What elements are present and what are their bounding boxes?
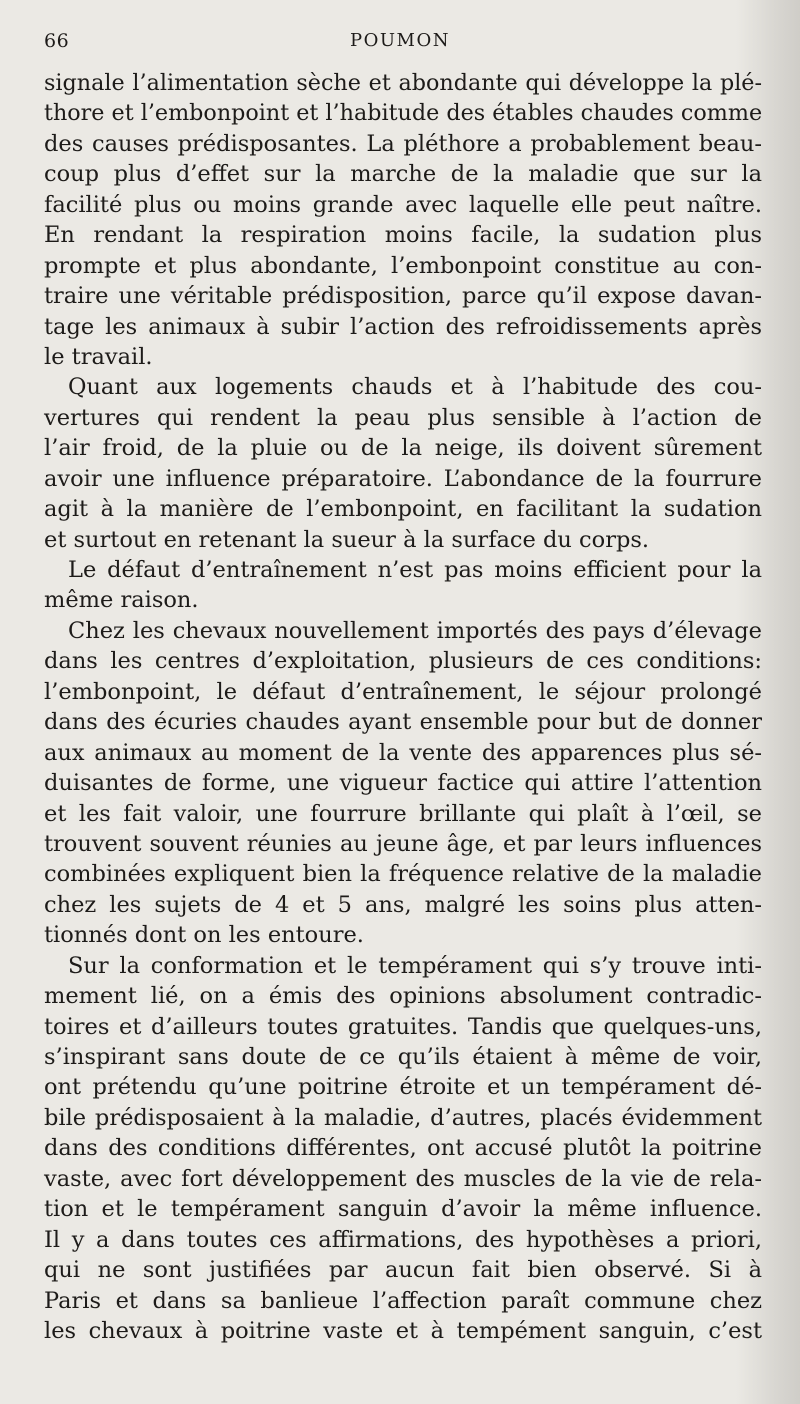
text-line: l’air froid, de la pluie ou de la neige, ils doivent sûrement (44, 435, 762, 462)
text-line: le travail. (44, 343, 153, 370)
text-line: l’embonpoint, le défaut d’entraînement, le séjour prolongé (44, 678, 762, 705)
text-line: ont prétendu qu’une poitrine étroite et un tempérament dé- (44, 1074, 762, 1101)
running-head (44, 30, 764, 60)
text-line: bile prédisposaient à la maladie, d’autres, placés évidemment (44, 1104, 762, 1131)
text-line: dans les centres d’exploitation, plusieurs de ces conditions: (44, 648, 762, 675)
text-line: signale l’alimentation sèche et abondante qui développe la plé- (44, 70, 762, 96)
text-line: les chevaux à poitrine vaste et à tempément sanguin, c’est (44, 1317, 762, 1344)
text-line: mement lié, on a émis des opinions absolument contradic- (44, 983, 762, 1010)
text-line: qui ne sont justifiées par aucun fait bien observé. Si à (44, 1257, 762, 1284)
text-line: En rendant la respiration moins facile, la sudation plus (44, 222, 762, 249)
text-line: coup plus d’effet sur la marche de la maladie que sur la (44, 161, 762, 188)
text-line: même raison. (44, 587, 199, 614)
paragraph (44, 68, 762, 372)
text-line: toires et d’ailleurs toutes gratuites. Tandis que quelques-uns, (44, 1013, 762, 1040)
text-line: prompte et plus abondante, l’embonpoint constitue au con- (44, 252, 762, 279)
text-line: thore et l’embonpoint et l’habitude des étables chaudes comme (44, 100, 763, 127)
text-line: facilité plus ou moins grande avec laquelle elle peut naître. (44, 191, 762, 218)
paragraph (44, 616, 762, 951)
text-line: traire une véritable prédisposition, parce qu’il expose davan- (44, 283, 762, 310)
page-number: 66 (44, 30, 70, 52)
text-line: des causes prédisposantes. La pléthore a probablement beau- (44, 130, 762, 157)
text-line: chez les sujets de 4 et 5 ans, malgré les soins plus atten- (44, 891, 762, 918)
text-line: s’inspirant sans doute de ce qu’ils étaient à même de voir, (44, 1044, 762, 1070)
text-line: aux animaux au moment de la vente des apparences plus sé- (44, 739, 762, 766)
text-line: tage les animaux à subir l’action des refroidissements après (44, 313, 762, 340)
text-line: trouvent souvent réunies au jeune âge, et par leurs influences (44, 830, 762, 857)
paragraph (44, 372, 762, 555)
text-line: tion et le tempérament sanguin d’avoir la même influence. (44, 1196, 762, 1223)
running-title: POUMON (350, 30, 450, 51)
text-line: combinées expliquent bien la fréquence relative de la maladie (44, 861, 762, 888)
text-line: dans des écuries chaudes ayant ensemble pour but de donner (44, 709, 762, 736)
text-line: avoir une influence préparatoire. L’abondance de la fourrure (44, 465, 762, 492)
text-line: agit à la manière de l’embonpoint, en facilitant la sudation (44, 496, 762, 523)
body-text (44, 68, 762, 1346)
text-line: vaste, avec fort développement des muscles de la vie de rela- (44, 1165, 762, 1192)
text-line: Chez les chevaux nouvellement importés des pays d’élevage (68, 617, 762, 644)
text-line: et les fait valoir, une fourrure brillante qui plaît à l’œil, se (44, 800, 762, 827)
text-line: tionnés dont on les entoure. (44, 922, 364, 949)
paragraph (44, 951, 762, 1347)
text-line: Il y a dans toutes ces affirmations, des hypothèses a priori, (44, 1226, 762, 1253)
text-line: vertures qui rendent la peau plus sensible à l’action de (44, 404, 762, 431)
text-line: Sur la conformation et le tempérament qui s’y trouve inti- (68, 952, 762, 979)
text-line: dans des conditions différentes, ont accusé plutôt la poitrine (44, 1135, 762, 1162)
text-line: Le défaut d’entraînement n’est pas moins efficient pour la (68, 557, 762, 583)
paragraph (44, 555, 762, 616)
text-line: Paris et dans sa banlieue l’affection paraît commune chez (44, 1287, 762, 1314)
text-line: Quant aux logements chauds et à l’habitude des cou- (68, 374, 762, 401)
text-line: et surtout en retenant la sueur à la surface du corps. (44, 526, 650, 553)
text-line: duisantes de forme, une vigueur factice qui attire l’attention (44, 770, 762, 797)
